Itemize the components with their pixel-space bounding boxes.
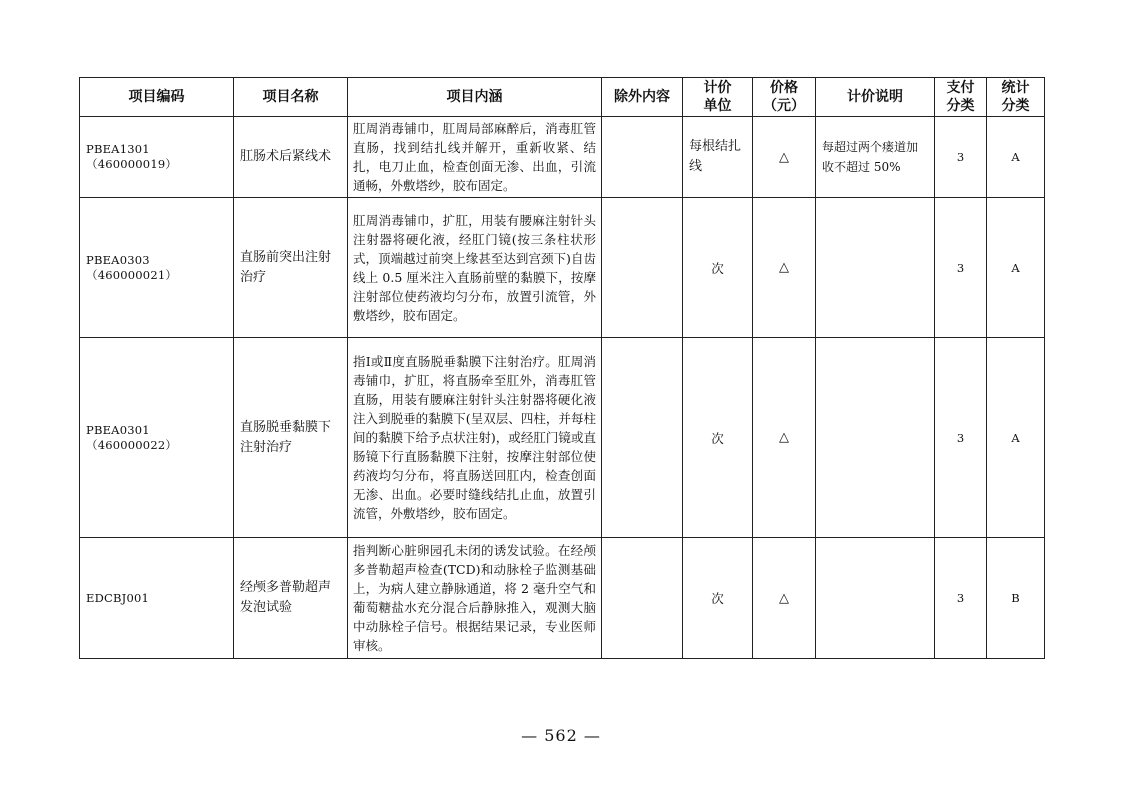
row-name: 直肠脱垂黏膜下注射治疗: [234, 338, 348, 538]
row-unit: 每根结扎线: [683, 117, 753, 198]
row-content: 肛周消毒铺巾，扩肛，用装有腰麻注射针头注射器将硬化液，经肛门镜(按三条柱状形式，顶端越过前突上缘甚至达到宫颈下)自齿线上 0.5 厘米注入直肠前壁的黏膜下，按摩注射部位使药液均匀分布，放置引流管，外敷塔纱，胶布固定。: [348, 198, 602, 338]
row-pay: 3: [935, 117, 987, 198]
row-content: 肛周消毒铺巾，肛周局部麻醉后，消毒肛管直肠，找到结扎线并解开，重新收紧、结扎，电刀止血，检查创面无渗、出血，引流通畅，外敷塔纱，胶布固定。: [348, 117, 602, 198]
row-stat: A: [987, 117, 1045, 198]
table-header-row: [80, 78, 1045, 117]
row-note: 每超过两个瘘道加收不超过 50%: [816, 117, 935, 198]
header-exclude: 除外内容: [602, 78, 683, 117]
header-price-line2: （元）: [763, 98, 805, 114]
header-note: 计价说明: [816, 78, 935, 117]
row-content: 指Ⅰ或Ⅱ度直肠脱垂黏膜下注射治疗。肛周消毒铺巾，扩肛，将直肠牵至肛外，消毒肛管直肠，用装有腰麻注射针头注射器将硬化液注入到脱垂的黏膜下(呈双层、四柱，并每柱间的黏膜下给予点状注射)，或经肛门镜或直肠镜下行直肠黏膜下注射，按摩注射部位使药液均匀分布，将直肠送回肛内，检查创面无渗、出血。必要时缝线结扎止血，放置引流管，外敷塔纱，胶布固定。: [348, 338, 602, 538]
row-code: EDCBJ001: [80, 538, 234, 659]
table-row: [80, 117, 1045, 198]
table-row: [80, 338, 1045, 538]
row-note: [816, 338, 935, 538]
row-code: PBEA0301（460000022）: [80, 338, 234, 538]
row-exclude: [602, 117, 683, 198]
row-code: PBEA1301（460000019）: [80, 117, 234, 198]
row-stat: A: [987, 198, 1045, 338]
row-name: 经颅多普勒超声发泡试验: [234, 538, 348, 659]
table-row: [80, 538, 1045, 659]
row-exclude: [602, 338, 683, 538]
row-price: △: [753, 198, 816, 338]
row-unit: 次: [683, 338, 753, 538]
header-unit: [683, 78, 753, 117]
header-pay-line2: 分类: [946, 98, 975, 114]
header-pay-line1: 支付: [946, 80, 975, 96]
row-price: △: [753, 117, 816, 198]
row-pay: 3: [935, 338, 987, 538]
row-stat: A: [987, 338, 1045, 538]
header-stat-line2: 分类: [1001, 98, 1030, 114]
header-pay: [935, 78, 987, 117]
row-price: △: [753, 338, 816, 538]
header-price-line1: 价格: [770, 80, 798, 96]
row-stat: B: [987, 538, 1045, 659]
row-unit: 次: [683, 198, 753, 338]
header-unit-line1: 计价: [703, 80, 732, 96]
row-content: 指判断心脏卵园孔未闭的诱发试验。在经颅多普勒超声检查(TCD)和动脉栓子监测基础上，为病人建立静脉通道，将 2 毫升空气和葡萄糖盐水充分混合后静脉推入，观测大脑中动脉栓子信号。根据结果记录，专业医师审核。: [348, 538, 602, 659]
header-name: 项目名称: [234, 78, 348, 117]
header-content: 项目内涵: [348, 78, 602, 117]
row-price: △: [753, 538, 816, 659]
header-price: [753, 78, 816, 117]
page-number: — 562 —: [521, 726, 601, 745]
row-exclude: [602, 538, 683, 659]
table-row: [80, 198, 1045, 338]
row-code: PBEA0303（460000021）: [80, 198, 234, 338]
header-stat-line1: 统计: [1001, 80, 1030, 96]
price-table-sheet: [79, 77, 1044, 659]
row-exclude: [602, 198, 683, 338]
row-name: 肛肠术后紧线术: [234, 117, 348, 198]
medical-service-price-table: [79, 77, 1045, 659]
row-name: 直肠前突出注射治疗: [234, 198, 348, 338]
row-unit: 次: [683, 538, 753, 659]
row-pay: 3: [935, 538, 987, 659]
header-unit-line2: 单位: [703, 98, 732, 114]
row-note: [816, 538, 935, 659]
row-pay: 3: [935, 198, 987, 338]
header-code: 项目编码: [80, 78, 234, 117]
header-stat: [987, 78, 1045, 117]
row-note: [816, 198, 935, 338]
